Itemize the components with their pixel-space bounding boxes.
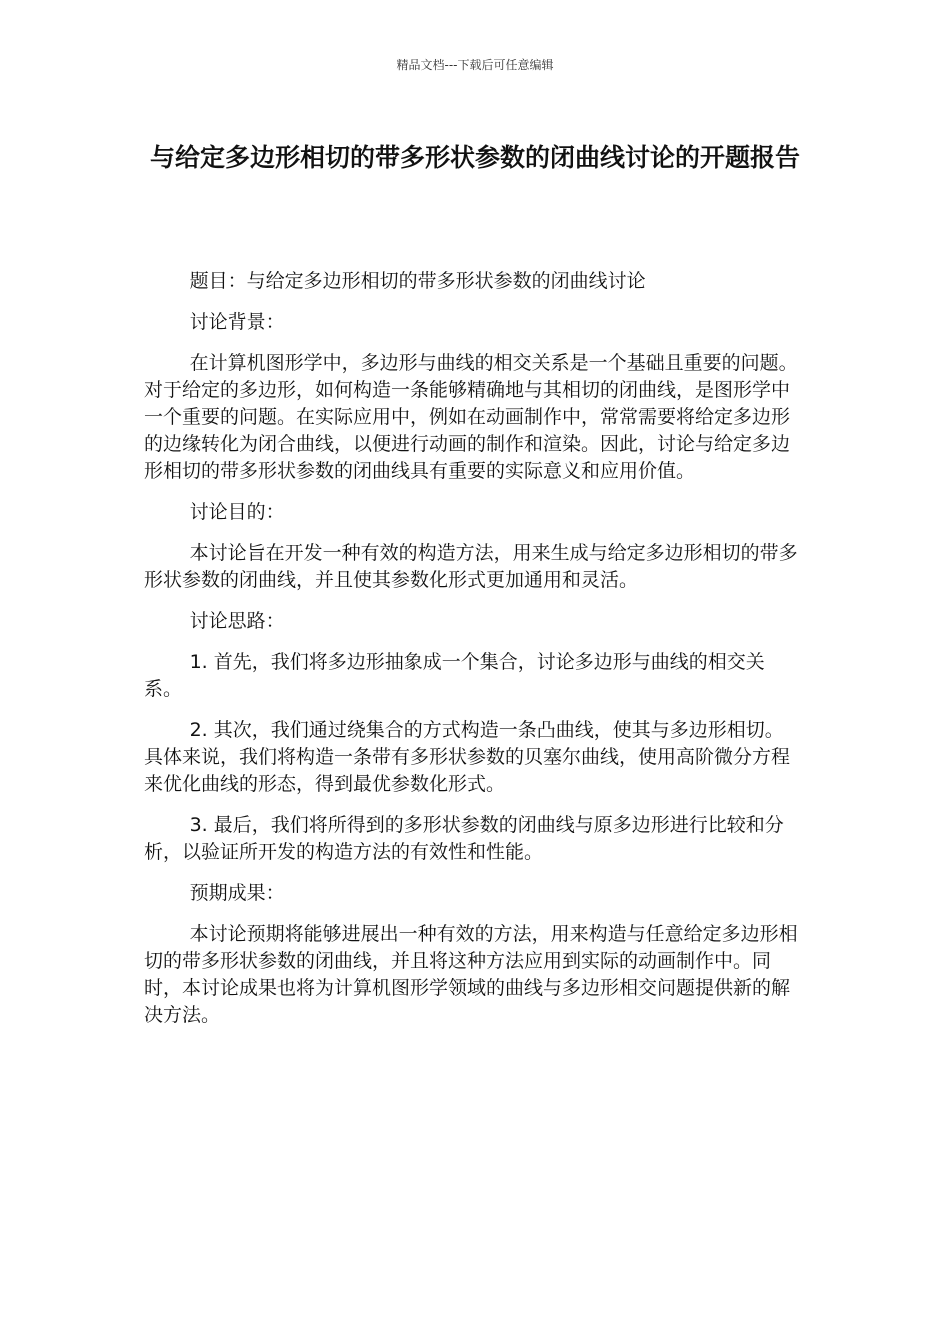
heading-approach: 讨论思路： (189, 610, 285, 632)
paragraph-expected-results: 本讨论预期将能够进展出一种有效的方法，用来构造与任意给定多边形相切的带多形状参数的闭曲线，并且将这种方法应用到实际的动画制作中。同时，本讨论成果也将为计算机图形学领域的曲线与多边形相交问题提供新的解决方法。 (144, 923, 798, 1026)
document-body (144, 268, 798, 1043)
paragraph-background: 在计算机图形学中，多边形与曲线的相交关系是一个基础且重要的问题。对于给定的多边形，如何构造一条能够精确地与其相切的闭曲线，是图形学中一个重要的问题。在实际应用中，例如在动画制作中，常常需要将给定多边形的边缘转化为闭合曲线，以便进行动画的制作和渲染。因此，讨论与给定多边形相切的带多形状参数的闭曲线具有重要的实际意义和应用价值。 (144, 352, 798, 482)
paragraph-purpose: 本讨论旨在开发一种有效的构造方法，用来生成与给定多边形相切的带多形状参数的闭曲线，并且使其参数化形式更加通用和灵活。 (144, 542, 798, 591)
heading-purpose: 讨论目的： (189, 501, 285, 523)
paragraph-approach-3: 3. 最后，我们将所得到的多形状参数的闭曲线与原多边形进行比较和分析，以验证所开发的构造方法的有效性和性能。 (144, 814, 784, 863)
heading-background: 讨论背景： (189, 311, 285, 333)
paragraph-approach-2: 2. 其次，我们通过绕集合的方式构造一条凸曲线，使其与多边形相切。具体来说，我们将构造一条带有多形状参数的贝塞尔曲线，使用高阶微分方程来优化曲线的形态，得到最优参数化形式。 (144, 719, 791, 795)
document-title: 与给定多边形相切的带多形状参数的闭曲线讨论的开题报告 (149, 143, 800, 172)
paragraph-approach-1: 1. 首先，我们将多边形抽象成一个集合，讨论多边形与曲线的相交关系。 (144, 651, 765, 700)
paragraph-topic: 题目：与给定多边形相切的带多形状参数的闭曲线讨论 (189, 270, 646, 292)
heading-expected-results: 预期成果： (189, 882, 285, 904)
header-note: 精品文档---下载后可任意编辑 (396, 58, 554, 72)
